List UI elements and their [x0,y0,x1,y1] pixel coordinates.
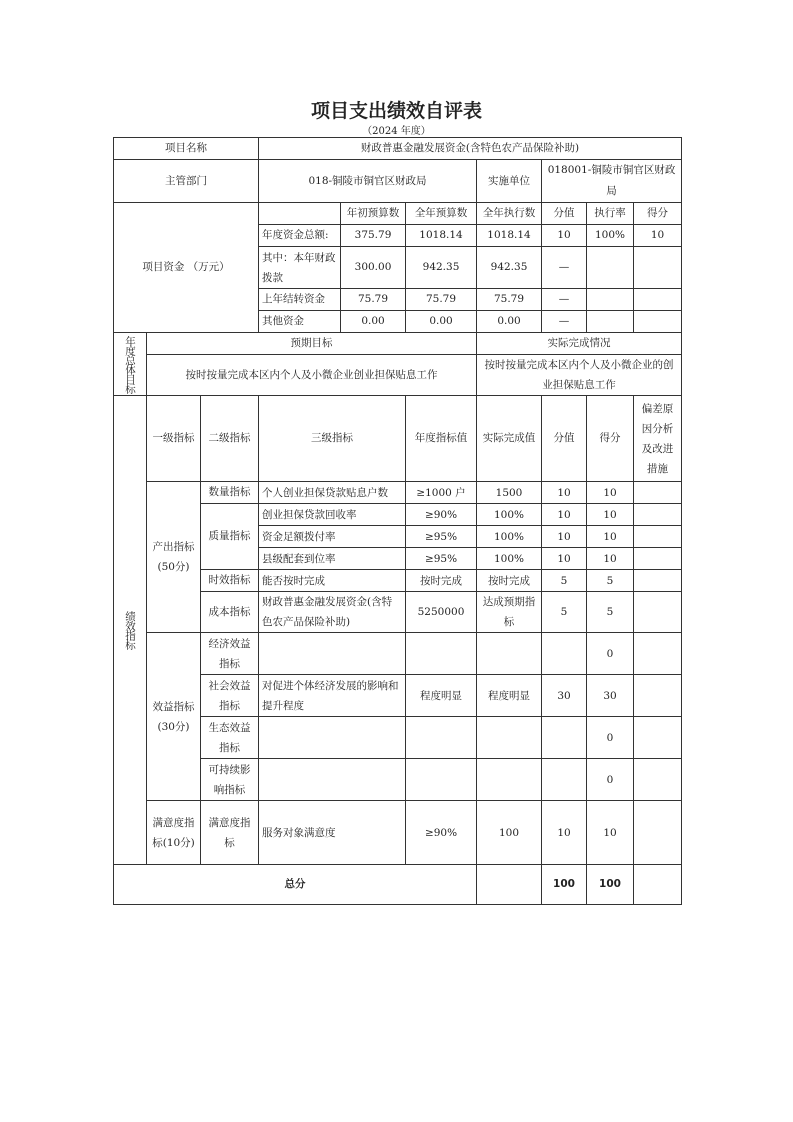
indicator-target: ≥90% [406,801,477,865]
indicator-score: 5 [542,570,587,592]
indicator-got: 10 [587,548,634,570]
indicator-score: 30 [542,675,587,717]
indicator-score [542,717,587,759]
fund-value [634,247,682,289]
expected-label: 预期目标 [147,333,477,355]
fund-value: 942.35 [406,247,477,289]
funds-header-row [114,203,682,225]
level2-indicator: 质量指标 [201,504,259,570]
page-subtitle: （2024 年度） [362,126,431,137]
indicator-got: 5 [587,570,634,592]
perf-row [114,633,682,675]
goal-label: 年度总体目标 [114,333,147,396]
perf-row [114,482,682,504]
indicator-actual: 按时完成 [477,570,542,592]
label: 实施单位 [477,160,542,203]
header: 分值 [542,203,587,225]
indicator-actual: 达成预期指标 [477,592,542,633]
indicator-got: 30 [587,675,634,717]
header: 一级指标 [147,396,201,482]
level3-indicator: 创业担保贷款回收率 [259,504,406,526]
level2-indicator: 成本指标 [201,592,259,633]
indicator-got: 5 [587,592,634,633]
indicator-score: 5 [542,592,587,633]
fund-value: — [542,247,587,289]
fund-value: 0.00 [477,311,542,333]
fund-value: 75.79 [406,289,477,311]
indicator-actual [477,633,542,675]
indicator-score: 10 [542,504,587,526]
indicator-target: ≥90% [406,504,477,526]
indicator-actual: 1500 [477,482,542,504]
deviation-analysis [634,548,682,570]
header: 分值 [542,396,587,482]
unit: 018001-铜陵市铜官区财政局 [542,160,682,203]
level3-indicator [259,717,406,759]
indicator-score [542,633,587,675]
level3-indicator: 个人创业担保贷款贴息户数 [259,482,406,504]
fund-value: 75.79 [341,289,406,311]
indicator-got: 10 [587,526,634,548]
deviation-analysis [634,675,682,717]
indicator-got: 10 [587,801,634,865]
indicator-target [406,759,477,801]
total-score: 100 [542,865,587,905]
total-label: 总分 [114,865,477,905]
indicator-target [406,633,477,675]
deviation-analysis [634,801,682,865]
fund-value: 0.00 [341,311,406,333]
fund-value [587,311,634,333]
cell [634,865,682,905]
level3-indicator [259,633,406,675]
fund-name: 年度资金总额: [259,225,341,247]
header: 实际完成值 [477,396,542,482]
level1-indicator: 产出指标(50分) [147,482,201,633]
fund-name: 其他资金 [259,311,341,333]
indicator-got: 0 [587,633,634,675]
expected-goal: 按时按量完成本区内个人及小微企业创业担保贴息工作 [147,355,477,396]
fund-value: 1018.14 [477,225,542,247]
indicator-score: 10 [542,801,587,865]
project-name: 财政普惠金融发展资金(含特色农产品保险补助) [259,138,682,160]
fund-value: 0.00 [406,311,477,333]
level2-indicator: 经济效益指标 [201,633,259,675]
header: 全年预算数 [406,203,477,225]
fund-value: 75.79 [477,289,542,311]
fund-value: 100% [587,225,634,247]
indicator-actual: 程度明显 [477,675,542,717]
indicator-actual: 100 [477,801,542,865]
level3-indicator: 对促进个体经济发展的影响和提升程度 [259,675,406,717]
indicator-target [406,717,477,759]
perf-row [114,801,682,865]
indicator-got: 10 [587,482,634,504]
indicator-target: 程度明显 [406,675,477,717]
level3-indicator: 资金足额拨付率 [259,526,406,548]
header: 三级指标 [259,396,406,482]
level3-indicator: 能否按时完成 [259,570,406,592]
fund-value: — [542,311,587,333]
header: 执行率 [587,203,634,225]
header: 得分 [587,396,634,482]
indicator-target: ≥95% [406,526,477,548]
level2-indicator: 数量指标 [201,482,259,504]
indicator-score [542,759,587,801]
header: 得分 [634,203,682,225]
header: 二级指标 [201,396,259,482]
actual-goal: 按时按量完成本区内个人及小微企业的创业担保贴息工作 [477,355,682,396]
deviation-analysis [634,526,682,548]
level3-indicator: 县级配套到位率 [259,548,406,570]
fund-value: 942.35 [477,247,542,289]
deviation-analysis [634,759,682,801]
evaluation-table [113,137,682,905]
page-title: 项目支出绩效自评表 [310,100,482,122]
deviation-analysis [634,482,682,504]
total-row [114,865,682,905]
header: 全年执行数 [477,203,542,225]
level2-indicator: 可持续影响指标 [201,759,259,801]
level2-indicator: 社会效益指标 [201,675,259,717]
fund-name: 其中：本年财政拨款 [259,247,341,289]
level2-indicator: 时效指标 [201,570,259,592]
indicator-got: 10 [587,504,634,526]
fund-value: 10 [634,225,682,247]
indicator-actual [477,717,542,759]
indicator-got: 0 [587,759,634,801]
indicator-target: 按时完成 [406,570,477,592]
indicator-actual: 100% [477,526,542,548]
indicator-actual: 100% [477,548,542,570]
fund-value: — [542,289,587,311]
indicator-score: 10 [542,548,587,570]
deviation-analysis [634,592,682,633]
goal-header-row [114,333,682,355]
fund-value: 300.00 [341,247,406,289]
fund-value [587,289,634,311]
project-name-row [114,138,682,160]
header: 年初预算数 [341,203,406,225]
indicator-got: 0 [587,717,634,759]
dept-row [114,160,682,203]
fund-value: 375.79 [341,225,406,247]
fund-value [634,311,682,333]
deviation-analysis [634,633,682,675]
indicator-target: ≥1000 户 [406,482,477,504]
indicator-actual: 100% [477,504,542,526]
deviation-analysis [634,504,682,526]
header: 年度指标值 [406,396,477,482]
level1-indicator: 效益指标(30分) [147,633,201,801]
fund-value: 10 [542,225,587,247]
fund-value [587,247,634,289]
indicator-target: ≥95% [406,548,477,570]
cell [477,865,542,905]
fund-name: 上年结转资金 [259,289,341,311]
level2-indicator: 满意度指标 [201,801,259,865]
indicator-target: 5250000 [406,592,477,633]
deviation-analysis [634,570,682,592]
total-got: 100 [587,865,634,905]
indicator-actual [477,759,542,801]
deviation-analysis [634,717,682,759]
header: 偏差原因分析及改进措施 [634,396,682,482]
funds-label: 项目资金 （万元） [114,203,259,333]
label: 主管部门 [114,160,259,203]
cell [259,203,341,225]
fund-value: 1018.14 [406,225,477,247]
dept: 018-铜陵市铜官区财政局 [259,160,477,203]
label: 项目名称 [114,138,259,160]
indicator-score: 10 [542,526,587,548]
level2-indicator: 生态效益指标 [201,717,259,759]
level3-indicator: 服务对象满意度 [259,801,406,865]
level3-indicator [259,759,406,801]
indicator-score: 10 [542,482,587,504]
actual-label: 实际完成情况 [477,333,682,355]
perf-label: 绩效指标 [114,396,147,865]
level1-indicator: 满意度指标(10分) [147,801,201,865]
fund-value [634,289,682,311]
goal-row [114,355,682,396]
level3-indicator: 财政普惠金融发展资金(含特色农产品保险补助) [259,592,406,633]
perf-header-row [114,396,682,482]
